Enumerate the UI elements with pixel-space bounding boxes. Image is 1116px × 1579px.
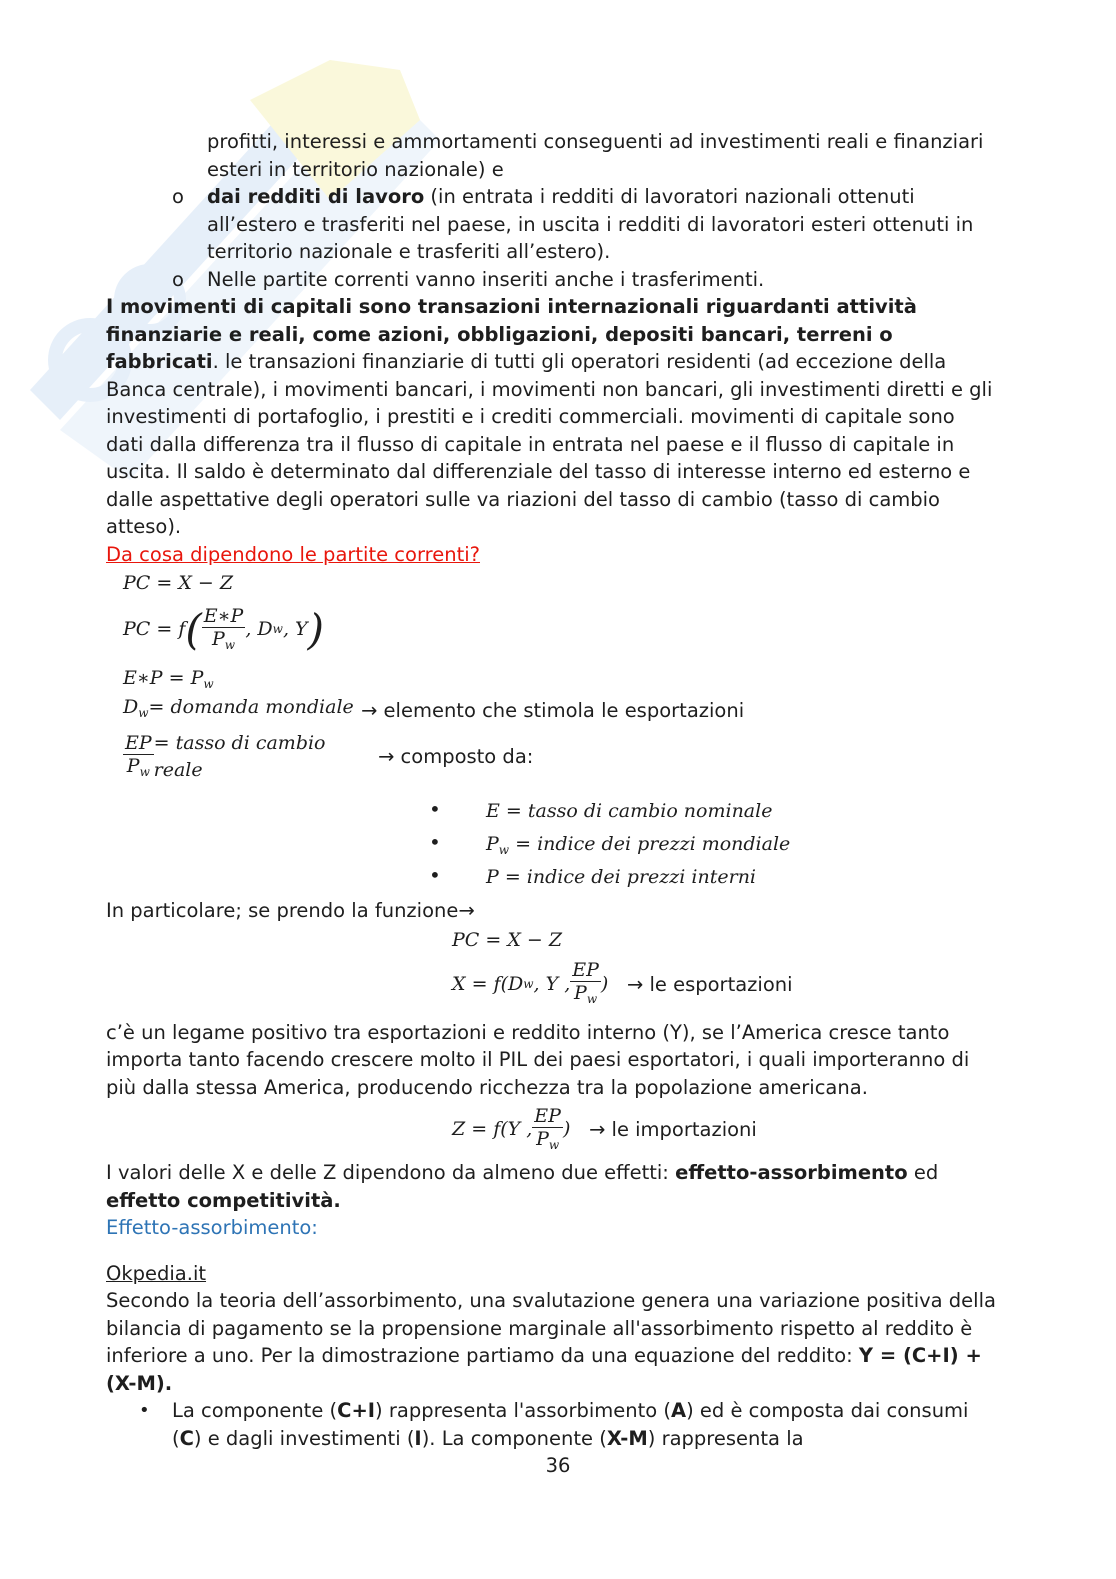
paren-close-icon: ) xyxy=(562,1118,571,1141)
arrow-right-icon: → xyxy=(588,1118,606,1142)
exports-note: le esportazioni xyxy=(649,972,793,996)
list-bullet: o xyxy=(172,267,184,291)
composto-label: composto da: xyxy=(400,745,534,769)
fraction-ep-pw xyxy=(570,959,601,1010)
text: ) ed è composta dai consumi ( xyxy=(172,1399,969,1450)
subscript-w: w xyxy=(548,1137,560,1152)
arrow-right-icon: → xyxy=(361,699,378,723)
formula-dw-def xyxy=(123,694,361,728)
theory-text: Secondo la teoria dell’assorbimento, una svalutazione genera una variazione positiva della bilancia di pagamento se la propensione marginale all'assorbimento rispetto al reddito è inferiore a uno. Per la dimostrazione partiamo da una equazione del reddito: xyxy=(106,1289,996,1367)
component-symbol: P xyxy=(486,833,499,855)
formula-pc-2: PC = X − Z xyxy=(452,928,563,951)
formula-lhs: Z = f xyxy=(452,1118,501,1141)
subscript-w: w xyxy=(586,992,598,1006)
formula-real-rate-def xyxy=(123,730,378,785)
text: ) rappresenta la xyxy=(647,1426,804,1450)
symbol-p: P xyxy=(536,1127,549,1150)
text: ). La componente ( xyxy=(421,1426,607,1450)
paren-open-icon: ( xyxy=(500,972,508,995)
effects-text: ed xyxy=(907,1161,939,1184)
bold: C xyxy=(179,1426,194,1450)
symbol-y: Y xyxy=(295,618,308,641)
comma: , xyxy=(533,972,540,995)
text: ) e dagli investimenti ( xyxy=(193,1426,415,1450)
component-definition: = indice dei prezzi interni xyxy=(498,866,757,888)
fraction-ep-pw xyxy=(123,732,154,783)
component-item xyxy=(106,798,996,831)
text: La componente ( xyxy=(172,1399,338,1422)
component-symbol: E xyxy=(486,800,500,822)
list-item-text: Nelle partite correnti vanno inseriti anche i trasferimenti. xyxy=(207,267,765,291)
effetto-heading: Effetto-assorbimento: xyxy=(106,1216,318,1239)
comma: , xyxy=(564,972,571,995)
effects-bold: effetto-assorbimento xyxy=(675,1161,908,1184)
in-particolare-text: In particolare; se prendo la funzione xyxy=(106,899,459,922)
symbol-p: P xyxy=(574,982,587,1004)
text: ) rappresenta l'assorbimento ( xyxy=(375,1399,671,1422)
effects-text: I valori delle X e delle Z dipendono da almeno due effetti: xyxy=(106,1161,676,1184)
subscript-w: w xyxy=(139,764,150,779)
fraction-ep-pw xyxy=(202,605,246,656)
bullet-dot-icon: • xyxy=(139,1400,150,1421)
in-particolare xyxy=(106,897,996,925)
symbol-p: P xyxy=(212,627,225,650)
fraction-numerator: EP xyxy=(572,959,599,981)
subscript-w: w xyxy=(224,637,236,652)
export-formulas xyxy=(106,925,996,1015)
bold: C+I xyxy=(337,1399,376,1422)
comma: , xyxy=(245,618,252,641)
dw-definition: = domanda mondiale xyxy=(148,696,354,719)
component-definition: = tasso di cambio nominale xyxy=(499,800,773,822)
component-subscript: w xyxy=(498,843,510,857)
effects-bold: effetto competitività. xyxy=(106,1188,341,1212)
formula-exports-expr xyxy=(452,959,608,1010)
component-item xyxy=(106,864,996,897)
list-item-redditi-lavoro xyxy=(106,183,996,266)
question-heading: Da cosa dipendono le partite correnti? xyxy=(106,542,480,566)
list-item-text: (in entrata i redditi di lavoratori nazionali ottenuti all’estero e trasferiti nel paese, in uscita i redditi di lavoratori esteri ottenuti in territorio nazionale e trasferiti all’estero). xyxy=(207,185,974,263)
bold: X-M xyxy=(606,1426,648,1450)
theory-equation: Y = (C+I) +(X-M). xyxy=(106,1344,982,1395)
list-bullet: o xyxy=(172,185,184,208)
real-rate-definition: = tasso di cambio reale xyxy=(153,731,326,781)
fraction-ep-pw xyxy=(532,1105,563,1156)
formula-imports xyxy=(106,1101,996,1159)
formula-block xyxy=(106,568,996,786)
list-item-componente xyxy=(106,1397,996,1452)
subscript-w: w xyxy=(138,706,149,721)
document-body xyxy=(106,128,996,1452)
bold: A xyxy=(671,1399,687,1422)
symbol-y: Y xyxy=(545,972,559,995)
list-item-trasferimenti xyxy=(106,266,996,294)
list-item-bold: dai redditi di lavoro xyxy=(207,185,425,208)
capital-text: . le transazioni finanziarie di tutti gli operatori residenti (ad eccezione della Banca centrale), i movimenti bancari, i movimenti non bancari, gli investimenti diretti e gli investimenti di portafoglio, i prestiti e i crediti commerciali. movimenti di capitale sono dati dalla differenza tra il flusso di capitale in entrata nel paese e il flusso di capitale in uscita. Il saldo è determinato dal differenziale del tasso di interesse interno ed esterno e dalle aspettative degli operatori sulle va riazioni del tasso di cambio (tasso di cambio atteso). xyxy=(106,350,993,538)
imports-note: le importazioni xyxy=(611,1118,757,1142)
symbol-d: D xyxy=(507,972,524,995)
paren-close-icon: ) xyxy=(307,605,324,654)
formula-lhs: PC = f xyxy=(123,618,186,641)
formula-exports xyxy=(452,955,996,1015)
symbol-y: Y xyxy=(507,1118,521,1141)
comma: , xyxy=(282,618,289,641)
subscript-w: w xyxy=(523,976,534,991)
fraction-numerator: E∗P xyxy=(203,604,244,627)
symbol-d: D xyxy=(123,696,139,719)
fraction-numerator: EP xyxy=(534,1104,561,1127)
paren-open-icon: ( xyxy=(185,605,202,654)
capital-bold: I movimenti di capitali sono transazioni internazionali riguardanti attività finanziarie e reali, come azioni, obbligazioni, depositi bancari, terreni o fabbricati xyxy=(106,295,917,373)
formula-pc-function xyxy=(123,598,996,662)
component-item xyxy=(106,831,996,864)
formula-dw xyxy=(123,694,996,728)
legame-paragraph: c’è un legame positivo tra esportazioni e reddito interno (Y), se l’America cresce tanto importa tanto facendo crescere molto il PIL dei paesi esportatori, i quali importeranno di più dalla stessa America, producendo ricchezza tra la popolazione americana. xyxy=(106,1020,970,1099)
bullet-dot-icon: • xyxy=(429,830,441,854)
symbol-p: P xyxy=(126,754,140,777)
formula-lhs: E∗P = P xyxy=(123,667,204,689)
page-number: 36 xyxy=(545,1454,571,1477)
capital-paragraph xyxy=(106,293,996,541)
fraction-denominator xyxy=(212,628,235,656)
list-continuation: profitti, interessi e ammortamenti conseguenti ad investimenti reali e finanziari esteri in territorio nazionale) e xyxy=(207,130,984,181)
arrow-right-icon: → xyxy=(626,972,644,996)
dw-note: elemento che stimola le esportazioni xyxy=(383,699,745,723)
bold: I xyxy=(414,1426,422,1450)
formula-ep-pw xyxy=(123,662,996,694)
bullet-dot-icon: • xyxy=(429,797,441,821)
component-definition: = indice dei prezzi mondiale xyxy=(509,833,791,855)
fraction-denominator xyxy=(127,755,150,783)
paren-close-icon: ) xyxy=(600,972,609,995)
formula-real-rate xyxy=(123,728,996,786)
comma: , xyxy=(526,1118,533,1141)
paren-open-icon: ( xyxy=(500,1118,508,1141)
fraction-denominator xyxy=(536,1128,559,1156)
subscript-w: w xyxy=(203,677,214,691)
effects-paragraph xyxy=(106,1159,996,1214)
theory-paragraph xyxy=(106,1287,996,1397)
formula-imports-expr xyxy=(452,1105,570,1156)
fraction-numerator: EP xyxy=(125,731,152,754)
arrow-right-icon: → xyxy=(458,899,475,922)
bullet-dot-icon: • xyxy=(429,863,441,887)
symbol-d: D xyxy=(257,618,273,641)
subscript-w: w xyxy=(272,622,283,637)
fraction-denominator xyxy=(574,982,597,1010)
formula-lhs: X = f xyxy=(452,972,501,995)
okpedia-link[interactable]: Okpedia.it xyxy=(106,1261,207,1285)
component-symbol: P xyxy=(486,866,499,888)
arrow-right-icon: → xyxy=(378,745,395,769)
formula-pc: PC = X − Z xyxy=(123,572,234,594)
